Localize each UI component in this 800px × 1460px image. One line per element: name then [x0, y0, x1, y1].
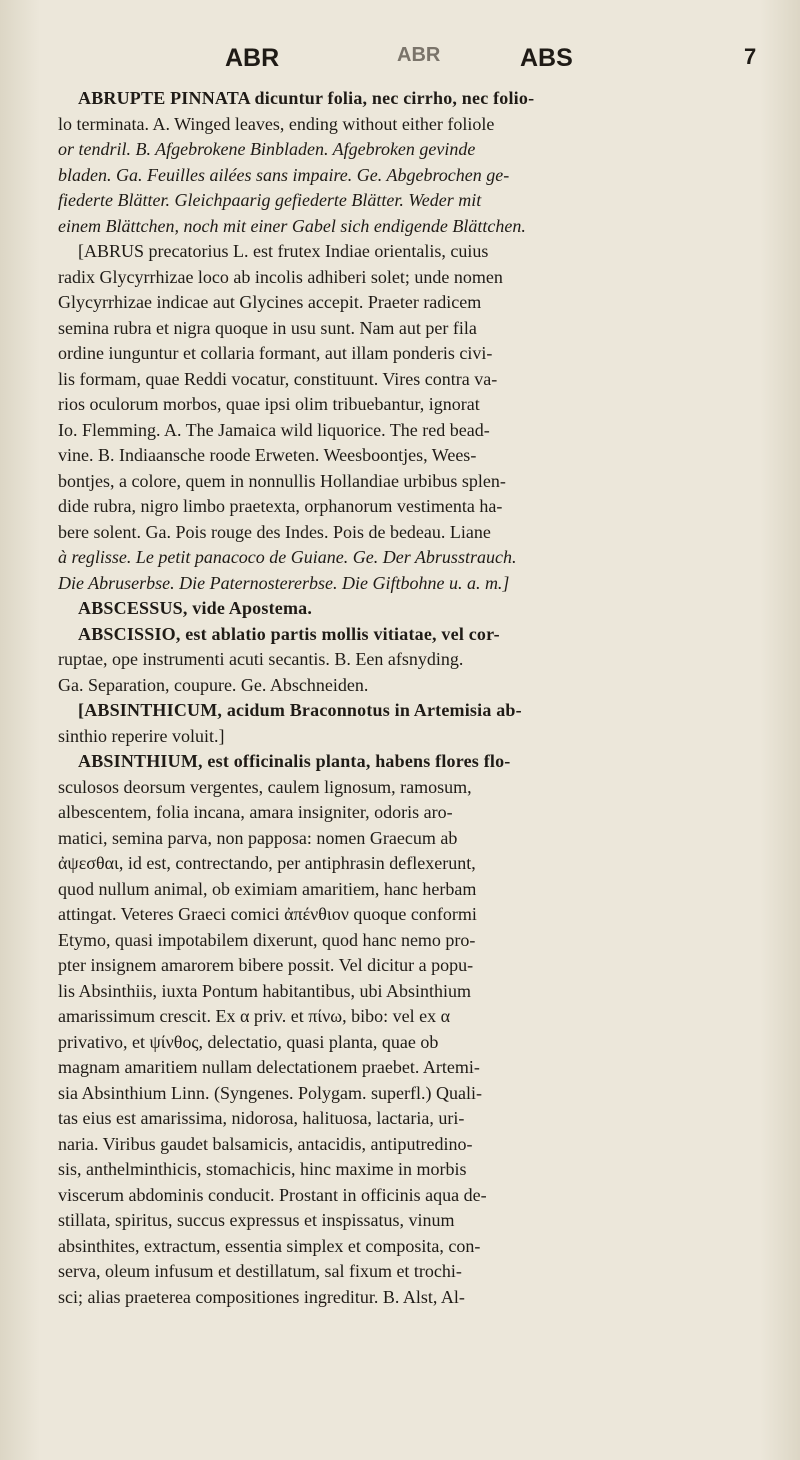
text-line: sinthio reperire voluit.] [58, 725, 225, 746]
text-line: bladen. Ga. Feuilles ailées sans impaire. Ge. Abgebrochen ge- [58, 164, 510, 185]
text-line: amarissimum crescit. Ex α priv. et πίνω, bibo: vel ex α [58, 1006, 451, 1026]
text-line: absinthites, extractum, essentia simplex et composita, con- [58, 1235, 481, 1256]
text-line: Etymo, quasi impotabilem dixerunt, quod hanc nemo pro- [58, 929, 476, 950]
text-line: lo terminata. A. Winged leaves, ending without either foliole [58, 113, 495, 134]
text-line: pter insignem amarorem bibere possit. Vel dicitur a popu- [58, 955, 474, 975]
text-line: attingat. Veteres Graeci comici ἀπένθιον quoque conformi [58, 904, 477, 924]
page-number: 7 [744, 44, 757, 69]
text-line: bontjes, a colore, quem in nonnullis Hollandiae urbibus splen- [58, 470, 506, 491]
text-line: Glycyrrhizae indicae aut Glycines accepit. Praeter radicem [58, 292, 482, 312]
text-line: privativo, et ψίνθος, delectatio, quasi planta, quae ob [58, 1031, 439, 1052]
text-line: quod nullum animal, ob eximiam amaritiem, hanc herbam [58, 878, 477, 899]
text-line: bere solent. Ga. Pois rouge des Indes. Pois de bedeau. Liane [58, 521, 491, 542]
text-line: sia Absinthium Linn. (Syngenes. Polygam. superfl.) Quali- [58, 1082, 482, 1103]
text-line: sci; alias praeterea compositiones ingreditur. B. Alst, Al- [58, 1286, 465, 1307]
text-line: matici, semina parva, non papposa: nomen Graecum ab [58, 827, 458, 848]
text-line: vine. B. Indiaansche roode Erweten. Weesboontjes, Wees- [58, 445, 477, 465]
text-line: magnam amaritiem nullam delectationem praebet. Artemi- [58, 1057, 480, 1077]
text-line: ruptae, ope instrumenti acuti secantis. B. Een afsnyding. [58, 649, 464, 669]
text-line: naria. Viribus gaudet balsamicis, antacidis, antiputredino- [58, 1133, 473, 1154]
text-line: à reglisse. Le petit panacoco de Guiane. Ge. Der Abrusstrauch. [58, 547, 517, 567]
text-line: albescentem, folia incana, amara insigniter, odoris aro- [58, 802, 453, 822]
text-line: ordine iunguntur et collaria formant, aut illam ponderis civi- [58, 343, 493, 363]
text-line: einem Blättchen, noch mit einer Gabel sich endigende Blättchen. [58, 215, 526, 236]
text-line: Ga. Separation, coupure. Ge. Abschneiden. [58, 674, 369, 695]
text-line: ABRUPTE PINNATA dicuntur folia, nec cirrho, nec folio- [78, 88, 535, 108]
header-middle-word: ABR [397, 44, 441, 66]
text-line: dide rubra, nigro limbo praetexta, orphanorum vestimenta ha- [58, 496, 503, 516]
body-text [58, 86, 758, 1310]
text-line: [ABSINTHICUM, acidum Braconnotus in Artemisia ab- [78, 700, 522, 720]
text-line: rios oculorum morbos, quae ipsi olim tribuebantur, ignorat [58, 394, 480, 414]
running-header [0, 44, 800, 78]
text-line: Die Abruserbse. Die Paternostererbse. Die Giftbohne u. a. m.] [58, 572, 510, 593]
text-line: ἀψεσθαι, id est, contrectando, per antiphrasin deflexerunt, [58, 853, 476, 873]
text-line: or tendril. B. Afgebrokene Binbladen. Afgebroken gevinde [58, 139, 476, 159]
text-line: lis formam, quae Reddi vocatur, constituunt. Vires contra va- [58, 368, 498, 389]
text-line: serva, oleum infusum et destillatum, sal fixum et trochi- [58, 1261, 462, 1281]
text-line: lis Absinthiis, iuxta Pontum habitantibus, ubi Absinthium [58, 980, 472, 1001]
header-right-word: ABS [520, 44, 573, 72]
text-line: radix Glycyrrhizae loco ab incolis adhiberi solet; unde nomen [58, 266, 503, 287]
text-line: ABSINTHIUM, est officinalis planta, habens flores flo- [78, 751, 511, 771]
text-line: ABSCESSUS, vide Apostema. [78, 598, 313, 618]
text-line: fiederte Blätter. Gleichpaarig gefiederte Blätter. Weder mit [58, 190, 482, 210]
text-line: sculosos deorsum vergentes, caulem lignosum, ramosum, [58, 776, 472, 797]
text-line: [ABRUS precatorius L. est frutex Indiae orientalis, cuius [78, 241, 489, 261]
text-line: Io. Flemming. A. The Jamaica wild liquorice. The red bead- [58, 419, 490, 440]
header-left-word: ABR [225, 44, 280, 72]
text-line: semina rubra et nigra quoque in usu sunt. Nam aut per fila [58, 317, 477, 338]
text-line: viscerum abdominis conducit. Prostant in officinis aqua de- [58, 1184, 487, 1205]
text-line: stillata, spiritus, succus expressus et inspissatus, vinum [58, 1210, 455, 1230]
text-line: tas eius est amarissima, nidorosa, halituosa, lactaria, uri- [58, 1108, 465, 1128]
text-line: sis, anthelminthicis, stomachicis, hinc maxime in morbis [58, 1159, 467, 1179]
text-line: ABSCISSIO, est ablatio partis mollis vitiatae, vel cor- [78, 623, 500, 644]
